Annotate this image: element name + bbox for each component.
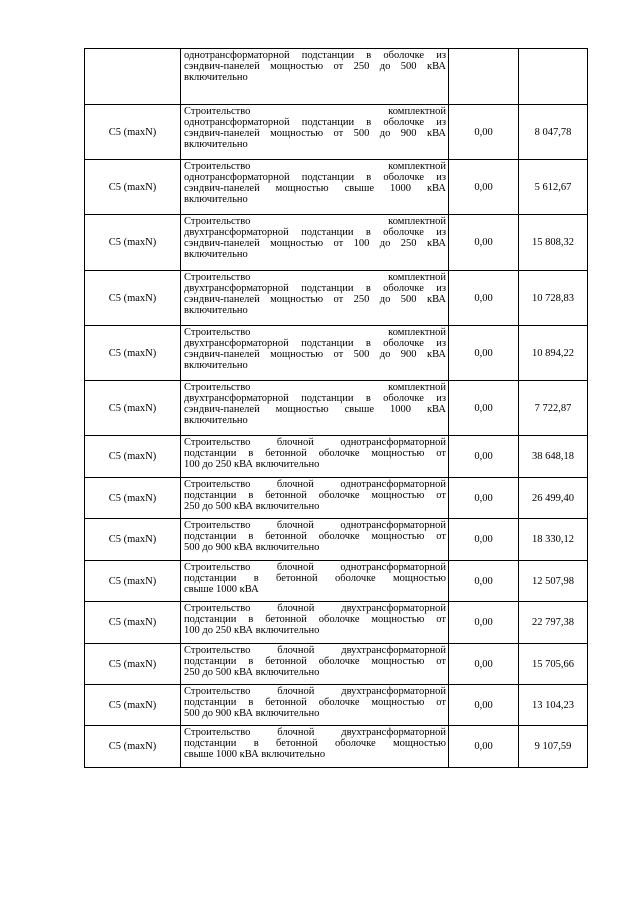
description-line: подстанции в бетонной оболочке мощностью от — [184, 656, 446, 667]
description-line: сэндвич-панелей мощностью от 500 до 900 кВА — [184, 349, 446, 360]
value-cell — [519, 49, 588, 105]
description-line: Строительство блочной однотрансформаторной — [184, 437, 446, 448]
description-line: подстанции в бетонной оболочке мощностью — [184, 738, 446, 749]
description-line: подстанции в бетонной оболочке мощностью — [184, 573, 446, 584]
table-row — [85, 49, 588, 105]
tariff-code-cell: C5 (maxN) — [85, 160, 181, 215]
value-cell: 22 797,38 — [519, 602, 588, 644]
rate-cell: 0,00 — [449, 436, 519, 478]
description-line: сэндвич-панелей мощностью свыше 1000 кВА — [184, 183, 446, 194]
description-cell — [181, 561, 449, 602]
tariff-code-cell: C5 (maxN) — [85, 644, 181, 685]
tariff-code-cell: C5 (maxN) — [85, 519, 181, 561]
table-row — [85, 519, 588, 561]
description-line: Строительство блочной однотрансформаторной — [184, 562, 446, 573]
description-line: сэндвич-панелей мощностью свыше 1000 кВА — [184, 404, 446, 415]
value-cell: 13 104,23 — [519, 685, 588, 726]
description-line: включительно — [184, 72, 248, 83]
description-line: подстанции в бетонной оболочке мощностью от — [184, 448, 446, 459]
rate-cell: 0,00 — [449, 726, 519, 768]
value-cell: 15 808,32 — [519, 215, 588, 271]
description-line: двухтрансформаторной подстанции в оболочке из — [184, 338, 446, 349]
description-line: включительно — [184, 305, 248, 316]
table-row — [85, 381, 588, 436]
value-cell: 8 047,78 — [519, 105, 588, 160]
tariff-code-cell: C5 (maxN) — [85, 478, 181, 519]
tariff-code-cell: C5 (maxN) — [85, 271, 181, 326]
description-line: свыше 1000 кВА — [184, 584, 259, 595]
value-cell: 10 728,83 — [519, 271, 588, 326]
table-row — [85, 685, 588, 726]
tariff-code-cell: C5 (maxN) — [85, 602, 181, 644]
description-line: 500 до 900 кВА включительно — [184, 542, 320, 553]
description-line: Строительство комплектной — [184, 216, 446, 227]
value-cell: 38 648,18 — [519, 436, 588, 478]
description-line: сэндвич-панелей мощностью от 250 до 500 кВА — [184, 294, 446, 305]
description-cell — [181, 436, 449, 478]
description-line: Строительство блочной однотрансформаторной — [184, 520, 446, 531]
tariff-table-body — [85, 49, 588, 768]
description-line: Строительство блочной двухтрансформаторной — [184, 645, 446, 656]
description-line: Строительство блочной однотрансформаторной — [184, 479, 446, 490]
description-line: Строительство комплектной — [184, 382, 446, 393]
description-line: Строительство блочной двухтрансформаторной — [184, 603, 446, 614]
description-cell — [181, 381, 449, 436]
table-row — [85, 602, 588, 644]
description-line: Строительство комплектной — [184, 272, 446, 283]
rate-cell: 0,00 — [449, 519, 519, 561]
tariff-code-cell: C5 (maxN) — [85, 726, 181, 768]
value-cell: 12 507,98 — [519, 561, 588, 602]
tariff-code-cell: C5 (maxN) — [85, 105, 181, 160]
tariff-code-cell: C5 (maxN) — [85, 436, 181, 478]
description-line: сэндвич-панелей мощностью от 250 до 500 кВА — [184, 61, 446, 72]
rate-cell: 0,00 — [449, 326, 519, 381]
value-cell: 10 894,22 — [519, 326, 588, 381]
description-line: сэндвич-панелей мощностью от 100 до 250 кВА — [184, 238, 446, 249]
tariff-code-cell: C5 (maxN) — [85, 685, 181, 726]
rate-cell: 0,00 — [449, 105, 519, 160]
rate-cell: 0,00 — [449, 478, 519, 519]
value-cell: 15 705,66 — [519, 644, 588, 685]
tariff-code-cell: C5 (maxN) — [85, 326, 181, 381]
description-cell — [181, 685, 449, 726]
table-row — [85, 105, 588, 160]
description-line: Строительство блочной двухтрансформаторной — [184, 727, 446, 738]
description-line: однотрансформаторной подстанции в оболочке из — [184, 117, 446, 128]
description-line: подстанции в бетонной оболочке мощностью от — [184, 614, 446, 625]
description-line: включительно — [184, 415, 248, 426]
description-line: однотрансформаторной подстанции в оболочке из — [184, 50, 446, 61]
value-cell: 7 722,87 — [519, 381, 588, 436]
description-line: двухтрансформаторной подстанции в оболочке из — [184, 227, 446, 238]
description-line: 100 до 250 кВА включительно — [184, 459, 320, 470]
rate-cell: 0,00 — [449, 685, 519, 726]
description-cell — [181, 49, 449, 105]
table-row — [85, 215, 588, 271]
value-cell: 26 499,40 — [519, 478, 588, 519]
tariff-code-cell: C5 (maxN) — [85, 381, 181, 436]
description-cell — [181, 519, 449, 561]
description-cell — [181, 726, 449, 768]
table-row — [85, 478, 588, 519]
description-cell — [181, 160, 449, 215]
tariff-code-cell: C5 (maxN) — [85, 561, 181, 602]
table-row — [85, 644, 588, 685]
description-line: 250 до 500 кВА включительно — [184, 501, 320, 512]
description-line: 250 до 500 кВА включительно — [184, 667, 320, 678]
rate-cell: 0,00 — [449, 215, 519, 271]
description-cell — [181, 602, 449, 644]
rate-cell: 0,00 — [449, 160, 519, 215]
description-line: Строительство блочной двухтрансформаторной — [184, 686, 446, 697]
table-row — [85, 326, 588, 381]
description-cell — [181, 478, 449, 519]
table-row — [85, 271, 588, 326]
description-line: сэндвич-панелей мощностью от 500 до 900 кВА — [184, 128, 446, 139]
rate-cell — [449, 49, 519, 105]
description-cell — [181, 215, 449, 271]
description-line: свыше 1000 кВА включительно — [184, 749, 326, 760]
description-line: подстанции в бетонной оболочке мощностью от — [184, 697, 446, 708]
table-row — [85, 726, 588, 768]
table-row — [85, 436, 588, 478]
description-line: включительно — [184, 139, 248, 150]
rate-cell: 0,00 — [449, 602, 519, 644]
rate-cell: 0,00 — [449, 381, 519, 436]
value-cell: 5 612,67 — [519, 160, 588, 215]
description-line: подстанции в бетонной оболочке мощностью от — [184, 490, 446, 501]
value-cell: 9 107,59 — [519, 726, 588, 768]
description-line: включительно — [184, 249, 248, 260]
description-line: Строительство комплектной — [184, 327, 446, 338]
tariff-code-cell: C5 (maxN) — [85, 215, 181, 271]
description-line: двухтрансформаторной подстанции в оболочке из — [184, 393, 446, 404]
tariff-code-cell — [85, 49, 181, 105]
value-cell: 18 330,12 — [519, 519, 588, 561]
description-cell — [181, 271, 449, 326]
description-cell — [181, 326, 449, 381]
description-line: Строительство комплектной — [184, 106, 446, 117]
description-line: однотрансформаторной подстанции в оболочке из — [184, 172, 446, 183]
rate-cell: 0,00 — [449, 271, 519, 326]
description-line: включительно — [184, 360, 248, 371]
description-line: 500 до 900 кВА включительно — [184, 708, 320, 719]
table-row — [85, 561, 588, 602]
description-line: 100 до 250 кВА включительно — [184, 625, 320, 636]
description-cell — [181, 644, 449, 685]
description-cell — [181, 105, 449, 160]
rate-cell: 0,00 — [449, 561, 519, 602]
tariff-table — [84, 48, 588, 768]
description-line: двухтрансформаторной подстанции в оболочке из — [184, 283, 446, 294]
description-line: подстанции в бетонной оболочке мощностью от — [184, 531, 446, 542]
table-row — [85, 160, 588, 215]
description-line: включительно — [184, 194, 248, 205]
rate-cell: 0,00 — [449, 644, 519, 685]
description-line: Строительство комплектной — [184, 161, 446, 172]
